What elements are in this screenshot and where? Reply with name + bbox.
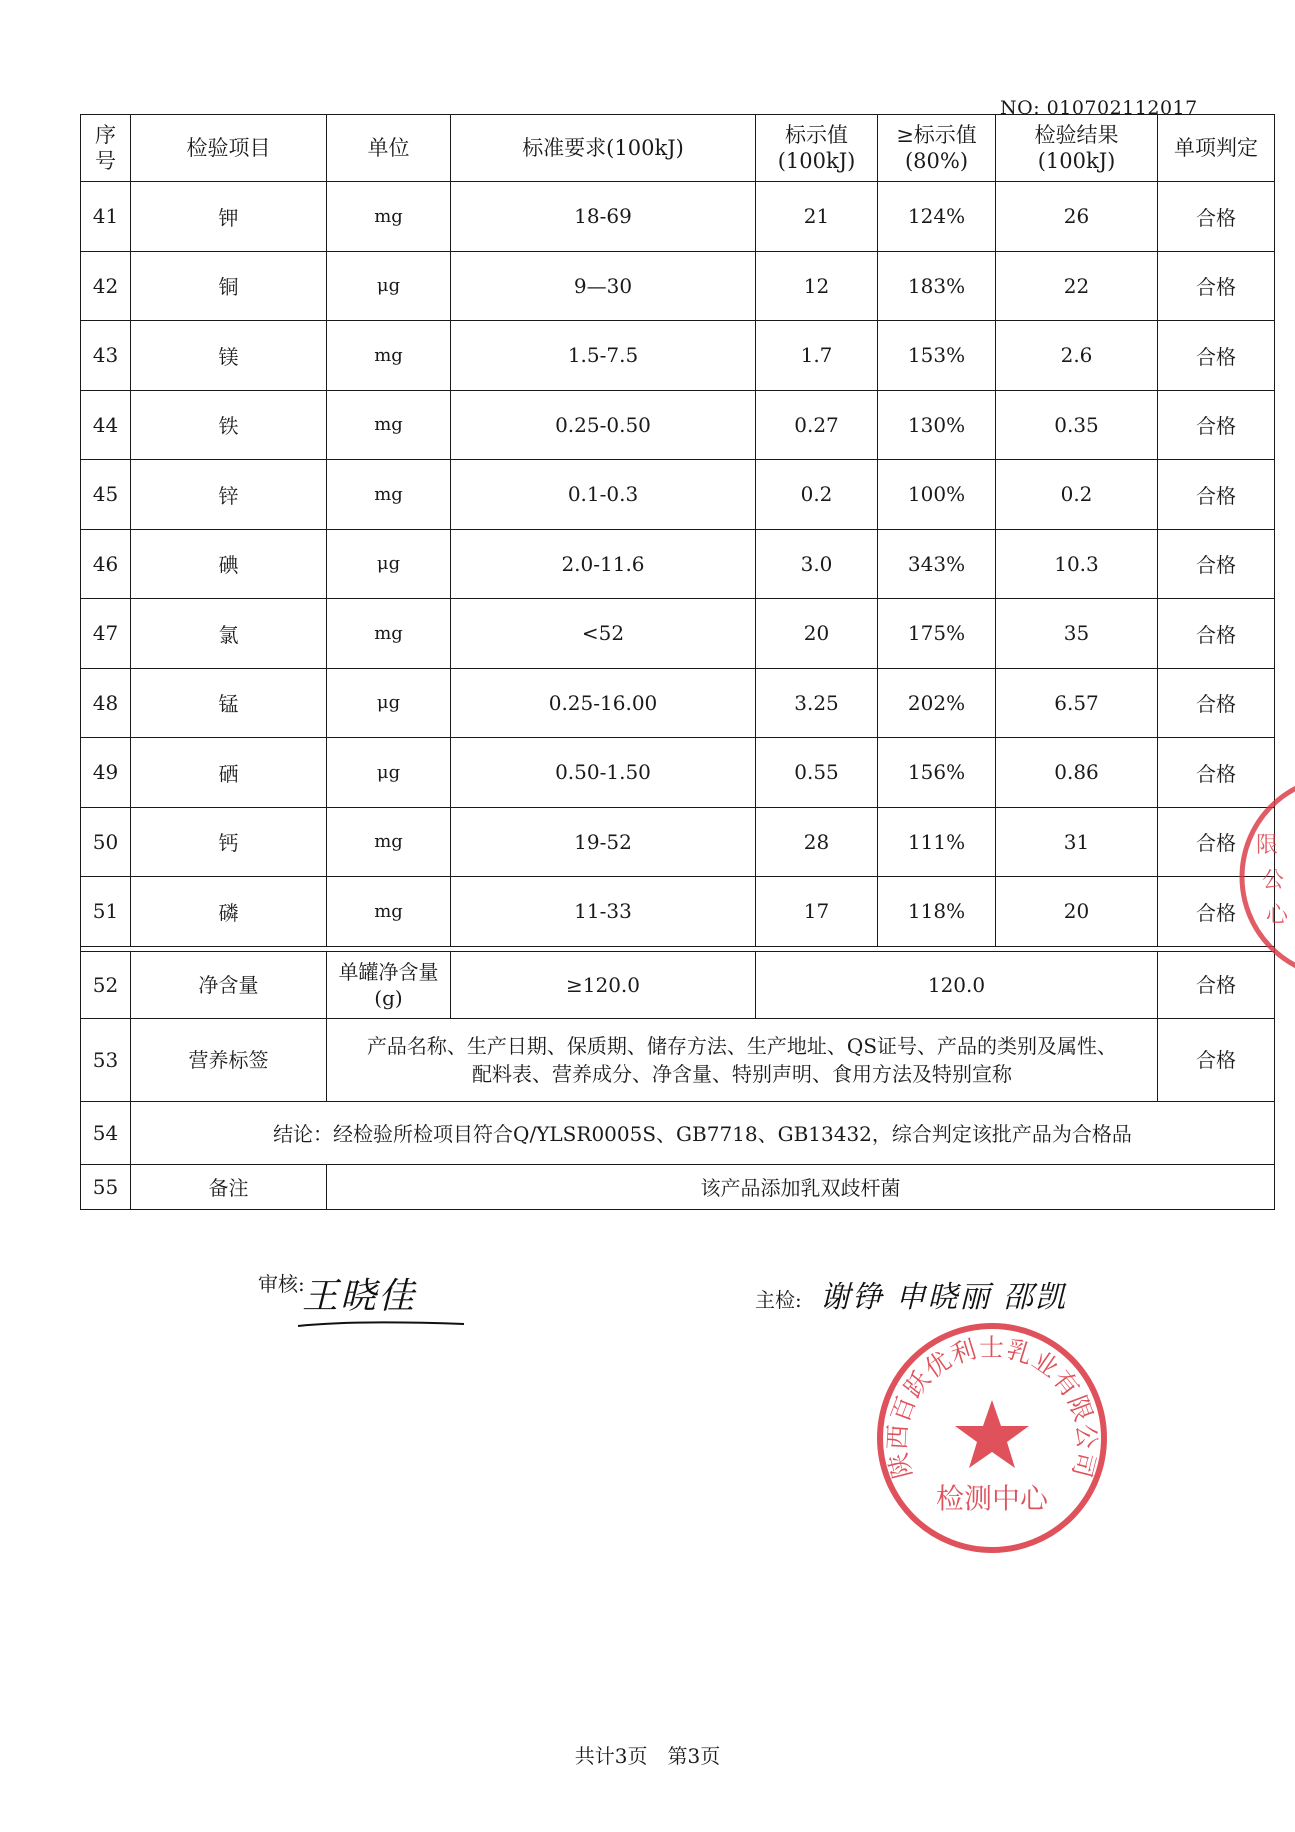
table-row — [81, 807, 1275, 877]
verdict-cell: 合格 — [1158, 668, 1275, 738]
item-name: 铁 — [131, 390, 327, 460]
percent-cell: 156% — [878, 738, 996, 808]
standard-cell: 0.25-0.50 — [451, 390, 756, 460]
result-cell: 0.35 — [996, 390, 1158, 460]
label-requirements-cell — [327, 1018, 1158, 1101]
verdict-cell: 合格 — [1158, 182, 1275, 252]
unit-cell: mg — [327, 182, 451, 252]
label-value-cell: 0.2 — [756, 460, 878, 530]
item-name: 氯 — [131, 599, 327, 669]
column-header: 单项判定 — [1158, 115, 1275, 182]
requirements-line: 产品名称、生产日期、保质期、储存方法、生产地址、QS证号、产品的类别及属性、 — [366, 1033, 1118, 1058]
label-value-cell: 1.7 — [756, 321, 878, 391]
column-header: 检验项目 — [131, 115, 327, 182]
label-value-cell: 0.55 — [756, 738, 878, 808]
net-content-row — [81, 951, 1275, 1018]
standard-cell: ≥120.0 — [451, 951, 756, 1018]
table-row — [81, 529, 1275, 599]
column-header: 序号 — [81, 115, 131, 182]
row-number: 48 — [81, 668, 131, 738]
percent-cell: 100% — [878, 460, 996, 530]
row-number: 43 — [81, 321, 131, 391]
percent-cell: 202% — [878, 668, 996, 738]
percent-cell: 183% — [878, 251, 996, 321]
row-number: 42 — [81, 251, 131, 321]
standard-cell: 0.1-0.3 — [451, 460, 756, 530]
unit-cell: mg — [327, 321, 451, 391]
standard-cell: 0.25-16.00 — [451, 668, 756, 738]
inspector-signature: 谢铮 申晓丽 邵凯 — [820, 1280, 1068, 1315]
label-value-cell: 0.27 — [756, 390, 878, 460]
row-number: 50 — [81, 807, 131, 877]
row-number: 49 — [81, 738, 131, 808]
result-cell: 35 — [996, 599, 1158, 669]
item-name: 铜 — [131, 251, 327, 321]
label-value-cell: 28 — [756, 807, 878, 877]
reviewer-label: 审核: — [258, 1272, 305, 1296]
item-name: 钾 — [131, 182, 327, 252]
percent-cell: 124% — [878, 182, 996, 252]
unit-cell: μg — [327, 251, 451, 321]
row-number: 44 — [81, 390, 131, 460]
signature-underline — [296, 1318, 466, 1330]
table-row — [81, 321, 1275, 391]
column-header: 单位 — [327, 115, 451, 182]
verdict-cell: 合格 — [1158, 738, 1275, 808]
standard-cell: 9—30 — [451, 251, 756, 321]
unit-cell: mg — [327, 877, 451, 947]
row-number: 45 — [81, 460, 131, 530]
standard-cell: <52 — [451, 599, 756, 669]
label-value-cell: 20 — [756, 599, 878, 669]
remarks-cell: 该产品添加乳双歧杆菌 — [327, 1164, 1275, 1209]
item-name: 净含量 — [131, 951, 327, 1018]
svg-text:陕西百跃优利士乳业有限公司: 陕西百跃优利士乳业有限公司 — [882, 1333, 1102, 1482]
inspection-table — [80, 114, 1275, 1210]
result-cell: 6.57 — [996, 668, 1158, 738]
row-number: 41 — [81, 182, 131, 252]
unit-cell: mg — [327, 390, 451, 460]
item-name: 锌 — [131, 460, 327, 530]
table-row — [81, 251, 1275, 321]
item-name: 硒 — [131, 738, 327, 808]
percent-cell: 153% — [878, 321, 996, 391]
result-cell: 22 — [996, 251, 1158, 321]
reviewer-signature: 王晓佳 — [302, 1276, 417, 1317]
verdict-cell: 合格 — [1158, 460, 1275, 530]
unit-cell: μg — [327, 668, 451, 738]
standard-cell: 11-33 — [451, 877, 756, 947]
unit-cell: μg — [327, 529, 451, 599]
verdict-cell: 合格 — [1158, 390, 1275, 460]
item-name: 磷 — [131, 877, 327, 947]
table-row — [81, 182, 1275, 252]
conclusion-cell: 结论：经检验所检项目符合Q/YLSR0005S、GB7718、GB13432，综合判定该批产品为合格品 — [131, 1101, 1275, 1164]
result-cell: 0.2 — [996, 460, 1158, 530]
row-number: 55 — [81, 1164, 131, 1209]
table-row — [81, 390, 1275, 460]
label-value-cell: 17 — [756, 877, 878, 947]
result-cell: 31 — [996, 807, 1158, 877]
standard-cell: 18-69 — [451, 182, 756, 252]
table-row — [81, 460, 1275, 530]
result-cell: 120.0 — [756, 951, 1158, 1018]
header-row — [81, 115, 1275, 182]
row-number: 51 — [81, 877, 131, 947]
conclusion-row — [81, 1101, 1275, 1164]
column-header: 检验结果 (100kJ) — [996, 115, 1158, 182]
table-row — [81, 738, 1275, 808]
inspector-label: 主检: — [755, 1288, 802, 1312]
label-value-cell: 21 — [756, 182, 878, 252]
percent-cell: 111% — [878, 807, 996, 877]
unit-cell: μg — [327, 738, 451, 808]
standard-cell: 1.5-7.5 — [451, 321, 756, 391]
partial-seal — [1232, 772, 1295, 982]
percent-cell: 118% — [878, 877, 996, 947]
svg-text:公: 公 — [1262, 868, 1285, 893]
nutrition-label-row — [81, 1018, 1275, 1101]
page-footer: 共计3页 第3页 — [574, 1744, 721, 1768]
unit-cell: 单罐净含量 (g) — [327, 951, 451, 1018]
standard-cell: 2.0-11.6 — [451, 529, 756, 599]
standard-cell: 19-52 — [451, 807, 756, 877]
item-name: 锰 — [131, 668, 327, 738]
label-value-cell: 3.0 — [756, 529, 878, 599]
row-number: 54 — [81, 1101, 131, 1164]
row-number: 52 — [81, 951, 131, 1018]
item-name: 碘 — [131, 529, 327, 599]
item-name: 钙 — [131, 807, 327, 877]
result-cell: 10.3 — [996, 529, 1158, 599]
verdict-cell: 合格 — [1158, 951, 1275, 1018]
column-header: 标准要求(100kJ) — [451, 115, 756, 182]
svg-text:检测中心: 检测中心 — [935, 1482, 1049, 1515]
result-cell: 20 — [996, 877, 1158, 947]
company-seal — [872, 1318, 1112, 1558]
verdict-cell: 合格 — [1158, 599, 1275, 669]
row-number: 46 — [81, 529, 131, 599]
document-number: NO: 010702112017 — [1000, 97, 1198, 119]
item-name: 备注 — [131, 1164, 327, 1209]
requirements-line: 配料表、营养成分、净含量、特别声明、食用方法及特别宣称 — [472, 1061, 1012, 1086]
table-row — [81, 877, 1275, 947]
column-header: ≥标示值 (80%) — [878, 115, 996, 182]
verdict-cell: 合格 — [1158, 877, 1275, 947]
row-number: 47 — [81, 599, 131, 669]
row-number: 53 — [81, 1018, 131, 1101]
verdict-cell: 合格 — [1158, 321, 1275, 391]
column-header: 标示值 (100kJ) — [756, 115, 878, 182]
percent-cell: 130% — [878, 390, 996, 460]
item-name: 营养标签 — [131, 1018, 327, 1101]
verdict-cell: 合格 — [1158, 529, 1275, 599]
unit-cell: mg — [327, 599, 451, 669]
result-cell: 26 — [996, 182, 1158, 252]
verdict-cell: 合格 — [1158, 1018, 1275, 1101]
unit-cell: mg — [327, 460, 451, 530]
result-cell: 2.6 — [996, 321, 1158, 391]
svg-text:限: 限 — [1256, 833, 1279, 858]
table-row — [81, 668, 1275, 738]
verdict-cell: 合格 — [1158, 251, 1275, 321]
standard-cell: 0.50-1.50 — [451, 738, 756, 808]
svg-text:心: 心 — [1266, 903, 1289, 928]
label-value-cell: 3.25 — [756, 668, 878, 738]
item-name: 镁 — [131, 321, 327, 391]
verdict-cell: 合格 — [1158, 807, 1275, 877]
table-row — [81, 599, 1275, 669]
remarks-row — [81, 1164, 1275, 1209]
unit-cell: mg — [327, 807, 451, 877]
percent-cell: 175% — [878, 599, 996, 669]
label-value-cell: 12 — [756, 251, 878, 321]
percent-cell: 343% — [878, 529, 996, 599]
result-cell: 0.86 — [996, 738, 1158, 808]
